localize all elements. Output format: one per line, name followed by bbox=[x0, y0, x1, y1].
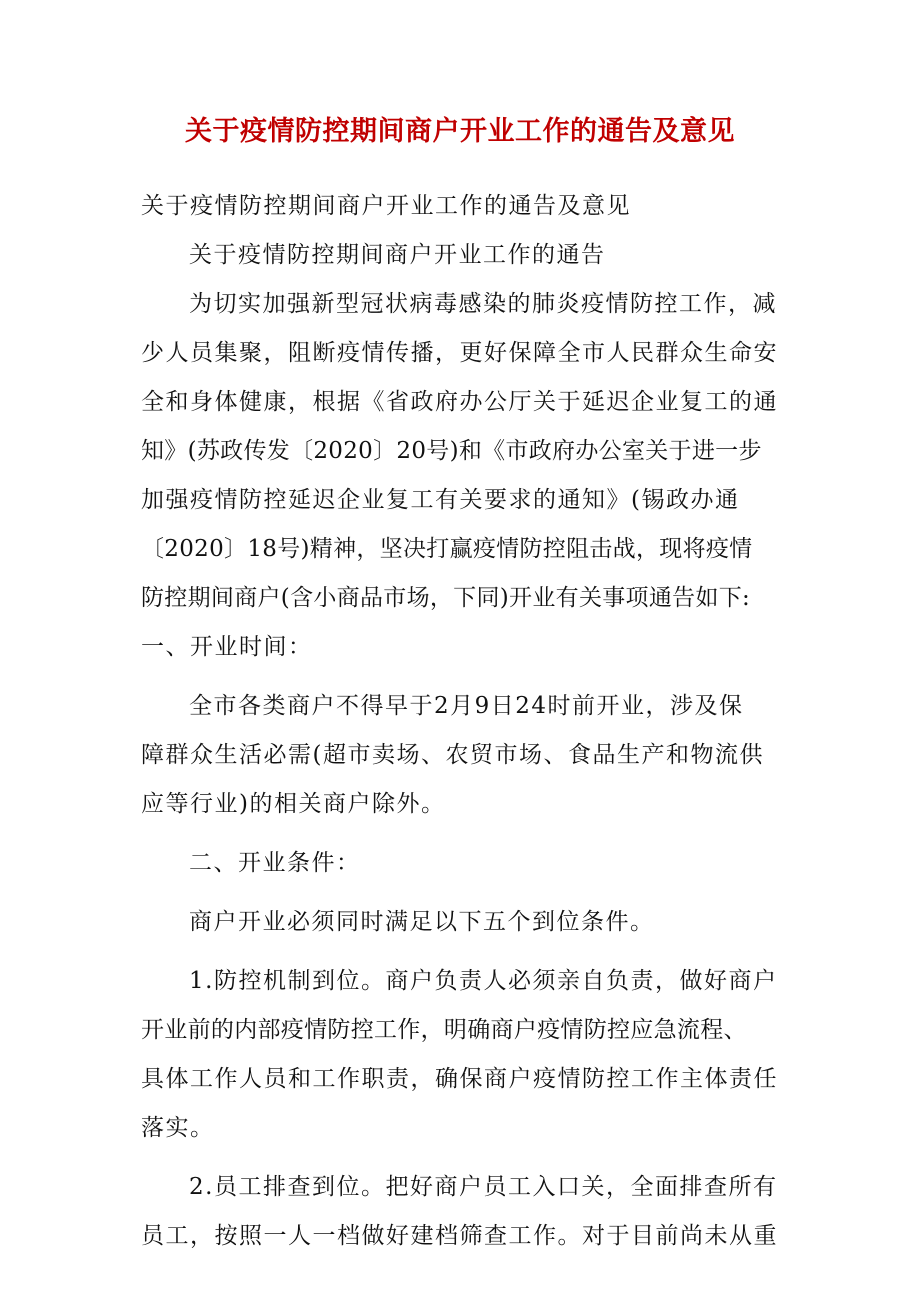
document-line: 开业前的内部疫情防控工作，明确商户疫情防控应急流程、 bbox=[141, 1017, 747, 1043]
section-heading: 一、开业时间： bbox=[141, 634, 313, 660]
document-line: 关于疫情防控期间商户开业工作的通告及意见 bbox=[141, 193, 631, 219]
document-line: 应等行业)的相关商户除外。 bbox=[141, 791, 446, 817]
document-line: 少人员集聚，阻断疫情传播，更好保障全市人民群众生命安 bbox=[141, 340, 778, 366]
document-line: 〔2020〕18号)精神，坚决打赢疫情防控阻击战，现将疫情 bbox=[141, 536, 753, 562]
document-line: 落实。 bbox=[141, 1115, 215, 1141]
document-line: 加强疫情防控延迟企业复工有关要求的通知》(锡政办通 bbox=[141, 487, 740, 513]
document-line: 为切实加强新型冠状病毒感染的肺炎疫情防控工作，减 bbox=[189, 291, 777, 317]
document-line: 防控期间商户(含小商品市场，下同)开业有关事项通告如下: bbox=[141, 585, 751, 611]
document-line: 商户开业必须同时满足以下五个到位条件。 bbox=[189, 909, 655, 935]
section-heading: 二、开业条件： bbox=[189, 850, 361, 876]
document-line: 2.员工排查到位。把好商户员工入口关，全面排查所有 bbox=[189, 1174, 778, 1200]
document-line: 知》(苏政传发〔2020〕20号)和《市政府办公室关于进一步 bbox=[141, 438, 762, 464]
document-line: 员工，按照一人一档做好建档筛查工作。对于目前尚未从重 bbox=[141, 1223, 778, 1249]
document-line: 障群众生活必需(超市卖场、农贸市场、食品生产和物流供 bbox=[141, 742, 764, 768]
document-line: 具体工作人员和工作职责，确保商户疫情防控工作主体责任 bbox=[141, 1066, 778, 1092]
document-line: 全和身体健康，根据《省政府办公厅关于延迟企业复工的通 bbox=[141, 389, 778, 415]
document-body bbox=[141, 182, 781, 1261]
document-title: 关于疫情防控期间商户开业工作的通告及意见 bbox=[185, 116, 735, 147]
notice-heading: 关于疫情防控期间商户开业工作的通告 bbox=[189, 242, 606, 268]
document-line: 1.防控机制到位。商户负责人必须亲自负责，做好商户 bbox=[189, 968, 778, 994]
document-line: 全市各类商户不得早于2月9日24时前开业，涉及保 bbox=[189, 693, 744, 719]
